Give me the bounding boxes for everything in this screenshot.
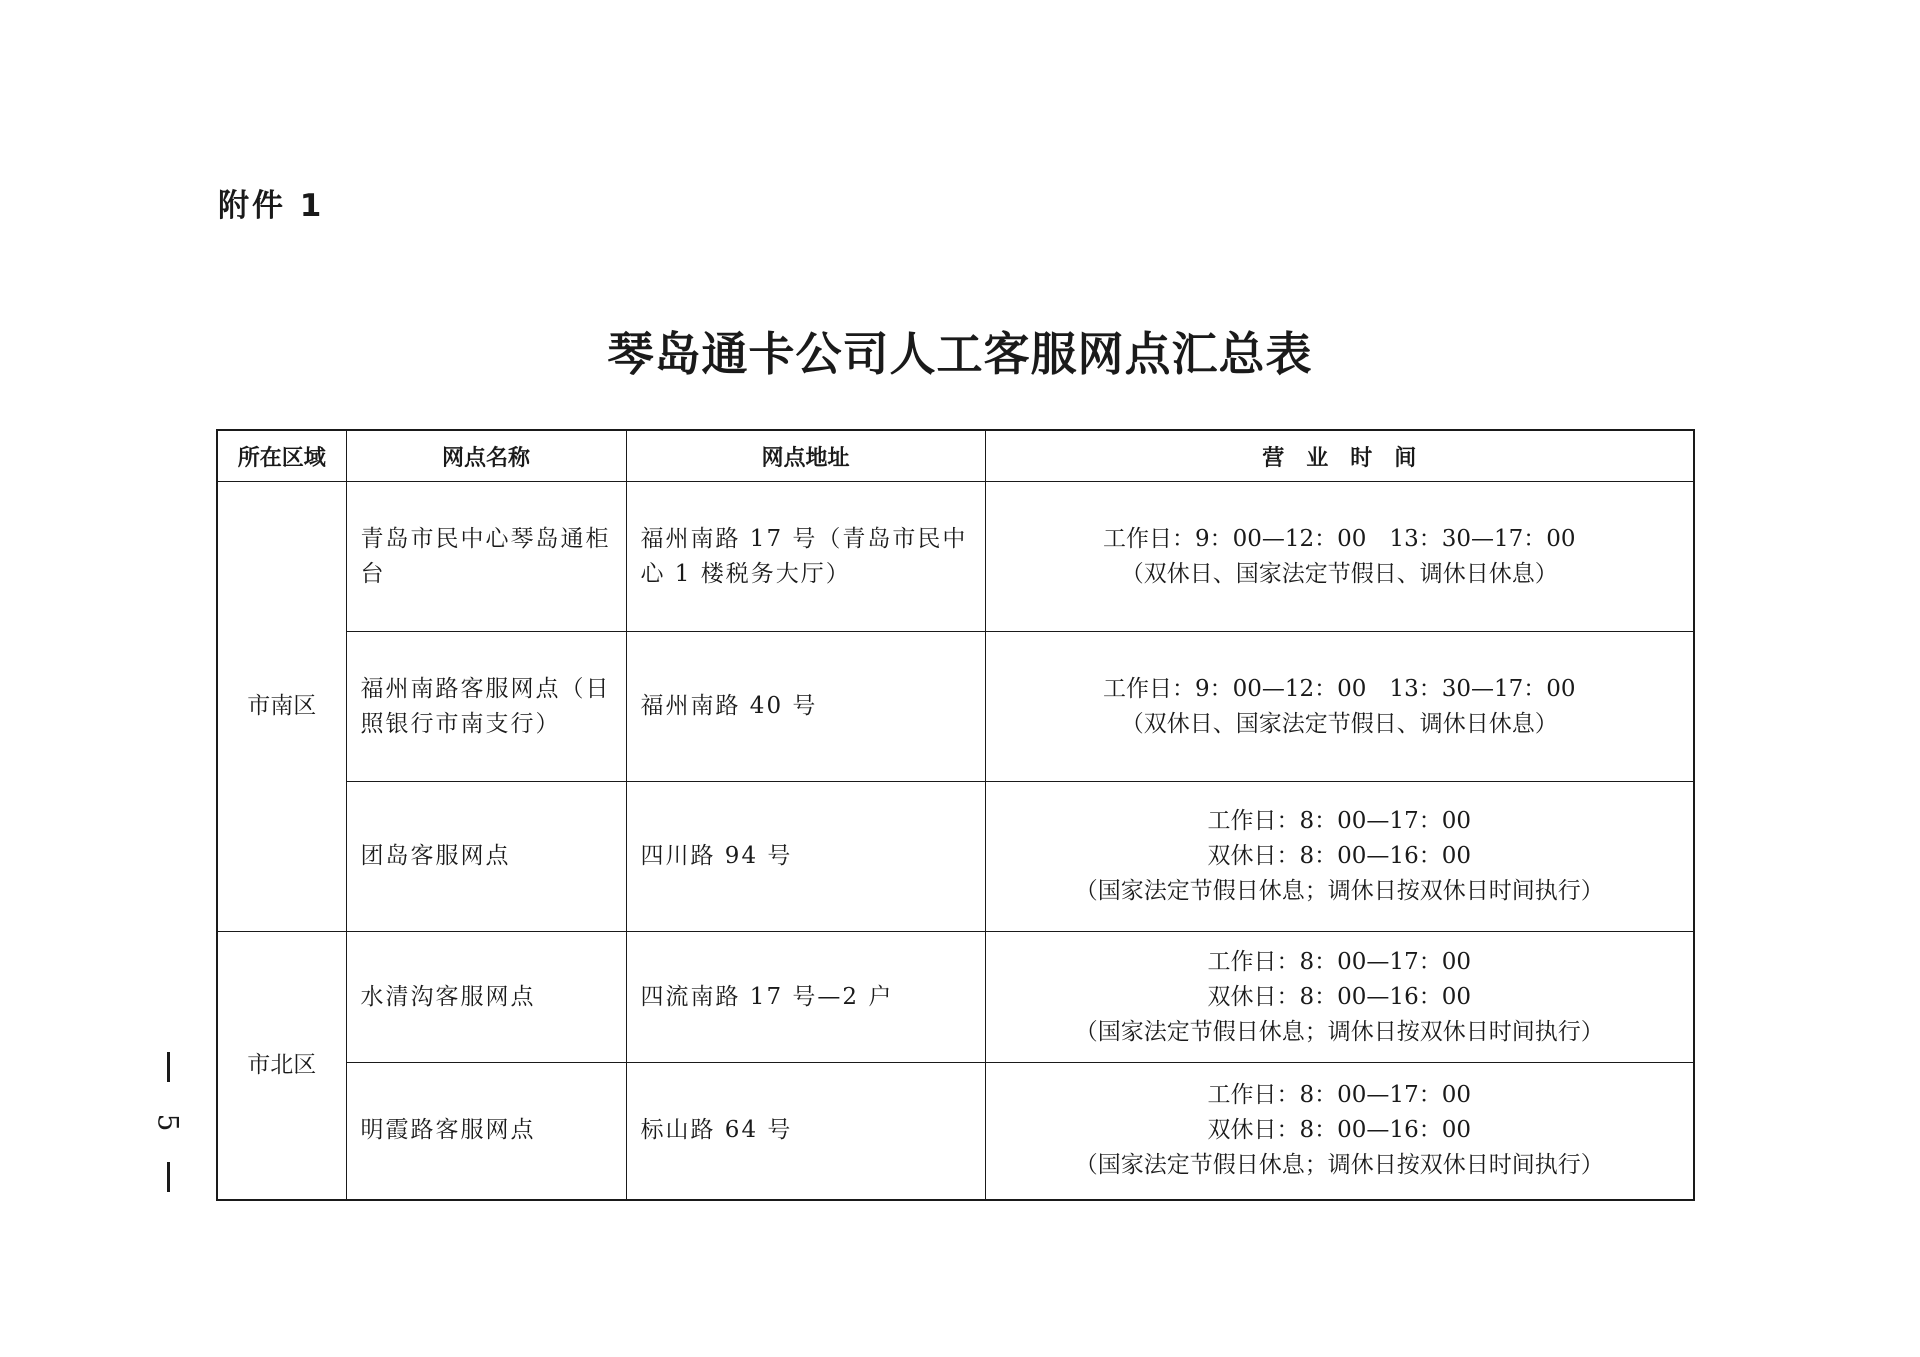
outlet-address: 标山路 64 号 — [626, 1063, 985, 1200]
outlet-hours — [985, 932, 1694, 1063]
hours-line: 工作日：8：00—17：00 — [1207, 808, 1471, 834]
attachment-label: 附件 1 — [218, 188, 325, 224]
page-number — [148, 1052, 188, 1192]
outlet-hours — [985, 1063, 1694, 1200]
table-row — [217, 782, 1694, 932]
region-cell: 市北区 — [217, 932, 346, 1200]
outlet-address: 四流南路 17 号—2 户 — [626, 932, 985, 1063]
outlet-address: 福州南路 40 号 — [626, 632, 985, 782]
table-row — [217, 1063, 1694, 1200]
page-title: 琴岛通卡公司人工客服网点汇总表 — [607, 327, 1313, 381]
outlet-name: 水清沟客服网点 — [346, 932, 626, 1063]
header-business-hours: 营 业 时 间 — [985, 430, 1694, 482]
outlet-hours — [985, 482, 1694, 632]
outlet-name: 团岛客服网点 — [346, 782, 626, 932]
table-row — [217, 632, 1694, 782]
hours-line: 工作日：8：00—17：00 — [1207, 948, 1471, 975]
outlet-name: 明霞路客服网点 — [346, 1063, 626, 1200]
table-header-row — [217, 430, 1694, 482]
outlet-hours — [985, 632, 1694, 782]
outlet-address: 四川路 94 号 — [626, 782, 985, 932]
page-number-value: 5 — [151, 1113, 185, 1131]
region-cell: 市南区 — [217, 482, 346, 932]
outlet-address: 福州南路 17 号（青岛市民中心 1 楼税务大厅） — [626, 482, 985, 632]
hours-line: 工作日：8：00—17：00 — [1207, 1082, 1471, 1109]
hours-line: 工作日：9：00—12：00 13：30—17：00 — [1103, 675, 1576, 702]
page-number-dash — [167, 1052, 170, 1082]
hours-line: 双休日：8：00—16：00 — [1207, 1117, 1471, 1144]
page-number-dash — [167, 1162, 170, 1192]
hours-line: （国家法定节假日休息；调休日按双休日时间执行） — [1074, 1152, 1604, 1179]
header-region: 所在区域 — [217, 430, 346, 482]
hours-line: 工作日：9：00—12：00 13：30—17：00 — [1103, 525, 1576, 552]
hours-line: 双休日：8：00—16：00 — [1207, 843, 1471, 869]
table-row — [217, 932, 1694, 1063]
header-outlet-address: 网点地址 — [626, 430, 985, 482]
hours-line: 双休日：8：00—16：00 — [1207, 983, 1471, 1010]
outlet-hours — [985, 782, 1694, 932]
hours-line: （双休日、国家法定节假日、调休日休息） — [1120, 560, 1558, 587]
outlets-table — [216, 429, 1695, 1201]
outlet-name: 青岛市民中心琴岛通柜台 — [346, 482, 626, 632]
hours-line: （双休日、国家法定节假日、调休日休息） — [1120, 710, 1558, 737]
table-row — [217, 482, 1694, 632]
hours-line: （国家法定节假日休息；调休日按双休日时间执行） — [1074, 1018, 1604, 1045]
header-outlet-name: 网点名称 — [346, 430, 626, 482]
hours-line: （国家法定节假日休息；调休日按双休日时间执行） — [1074, 878, 1604, 904]
outlet-name: 福州南路客服网点（日照银行市南支行） — [346, 632, 626, 782]
